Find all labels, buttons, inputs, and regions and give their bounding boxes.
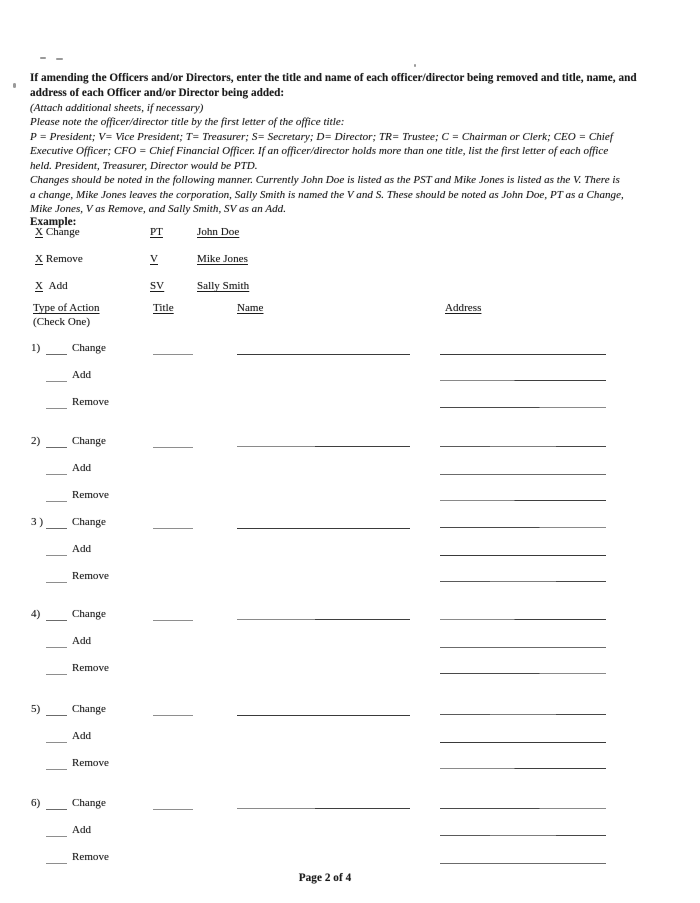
entry-row bbox=[0, 850, 700, 864]
address-input-line bbox=[440, 661, 606, 674]
entry-row bbox=[0, 542, 700, 556]
action-label: Add bbox=[72, 462, 92, 474]
example-action bbox=[35, 225, 80, 240]
name-input-line bbox=[237, 702, 410, 716]
example-action-label: Change bbox=[45, 226, 80, 238]
title-input-line bbox=[153, 607, 193, 621]
entry-row bbox=[0, 515, 700, 529]
entry-row bbox=[0, 569, 700, 583]
address-input-line bbox=[440, 823, 606, 836]
action-label: Remove bbox=[72, 757, 109, 769]
entry-row bbox=[0, 796, 700, 810]
entry-row bbox=[0, 702, 700, 716]
action-label: Remove bbox=[72, 570, 109, 582]
form-instructions-line-2: address of each Officer and/or Director being added: bbox=[30, 87, 285, 99]
example-title-code: V bbox=[150, 253, 158, 265]
entry-number: 2) bbox=[31, 435, 41, 447]
action-checkbox-line bbox=[46, 796, 67, 810]
action-checkbox-line bbox=[46, 702, 67, 716]
action-label: Remove bbox=[72, 396, 109, 408]
entry-row bbox=[0, 395, 700, 409]
example-action bbox=[35, 279, 68, 294]
scan-artifact bbox=[56, 58, 63, 60]
example-mark: X bbox=[35, 253, 43, 265]
address-input-line bbox=[440, 702, 606, 715]
example-row bbox=[0, 252, 700, 266]
action-label: Add bbox=[72, 730, 92, 742]
scan-artifact bbox=[13, 83, 16, 88]
entry-row bbox=[0, 461, 700, 475]
action-checkbox-line bbox=[46, 823, 67, 837]
action-checkbox-line bbox=[46, 756, 67, 770]
entry-row bbox=[0, 488, 700, 502]
changes-note-line-2: a change, Mike Jones leaves the corporation, Sally Smith is named the V and S. These should be noted as John Doe, PT as a Change, bbox=[30, 189, 624, 201]
action-checkbox-line bbox=[46, 634, 67, 648]
column-header-name: Name bbox=[237, 302, 264, 314]
example-row bbox=[0, 279, 700, 293]
action-label: Add bbox=[72, 369, 92, 381]
action-label: Add bbox=[72, 824, 92, 836]
action-label: Change bbox=[72, 703, 106, 715]
column-header-type-of-action: Type of Action bbox=[33, 302, 100, 314]
entry-row bbox=[0, 661, 700, 675]
form-instructions-line-1: If amending the Officers and/or Directors, enter the title and name of each officer/director being removed and title, name, and bbox=[30, 72, 637, 84]
action-checkbox-line bbox=[46, 569, 67, 583]
action-checkbox-line bbox=[46, 488, 67, 502]
example-action-label: Add bbox=[48, 280, 68, 292]
example-title-code: PT bbox=[150, 226, 163, 238]
example-name: John Doe bbox=[197, 226, 240, 238]
action-checkbox-line bbox=[46, 542, 67, 556]
action-checkbox-line bbox=[46, 461, 67, 475]
action-label: Remove bbox=[72, 662, 109, 674]
address-input-line bbox=[440, 461, 606, 475]
address-input-line bbox=[440, 607, 606, 620]
address-input-line bbox=[440, 488, 606, 501]
action-label: Change bbox=[72, 435, 106, 447]
action-checkbox-line bbox=[46, 850, 67, 864]
entry-number: 4) bbox=[31, 608, 41, 620]
entry-row bbox=[0, 823, 700, 837]
name-input-line bbox=[237, 515, 410, 529]
example-mark: X bbox=[35, 280, 43, 292]
address-input-line bbox=[440, 395, 606, 408]
column-header-check-one: (Check One) bbox=[33, 316, 91, 328]
action-checkbox-line bbox=[46, 395, 67, 409]
example-action-label: Remove bbox=[45, 253, 83, 265]
name-input-line bbox=[237, 341, 410, 355]
action-label: Change bbox=[72, 608, 106, 620]
address-input-line bbox=[440, 796, 606, 809]
page-footer: Page 2 of 4 bbox=[298, 872, 352, 884]
column-header-title: Title bbox=[153, 302, 174, 314]
name-input-line bbox=[237, 796, 410, 809]
title-key-line-3: held. President, Treasurer, Director would be PTD. bbox=[30, 160, 258, 172]
address-input-line bbox=[440, 434, 606, 447]
entry-row bbox=[0, 368, 700, 382]
title-key-line-1: P = President; V= Vice President; T= Treasurer; S= Secretary; D= Director; TR= Trustee; C = Chairman or Clerk; CEO = Chief bbox=[30, 131, 613, 143]
scan-artifact bbox=[414, 64, 416, 67]
action-checkbox-line bbox=[46, 515, 67, 529]
column-header-address: Address bbox=[445, 302, 482, 314]
title-input-line bbox=[153, 515, 193, 529]
action-checkbox-line bbox=[46, 434, 67, 448]
title-input-line bbox=[153, 796, 193, 810]
scan-artifact bbox=[40, 57, 46, 59]
action-label: Change bbox=[72, 516, 106, 528]
entry-number: 5) bbox=[31, 703, 41, 715]
title-input-line bbox=[153, 702, 193, 716]
action-checkbox-line bbox=[46, 661, 67, 675]
example-name: Sally Smith bbox=[197, 280, 250, 292]
name-input-line bbox=[237, 607, 410, 620]
example-action bbox=[35, 252, 83, 267]
example-mark: X bbox=[35, 226, 43, 238]
address-input-line bbox=[440, 368, 606, 381]
action-checkbox-line bbox=[46, 607, 67, 621]
example-title-code: SV bbox=[150, 280, 165, 292]
address-input-line bbox=[440, 756, 606, 769]
address-input-line bbox=[440, 515, 606, 528]
action-label: Remove bbox=[72, 851, 109, 863]
title-input-line bbox=[153, 341, 193, 355]
attachment-note: (Attach additional sheets, if necessary) bbox=[30, 102, 204, 114]
action-label: Change bbox=[72, 342, 106, 354]
action-checkbox-line bbox=[46, 729, 67, 743]
action-label: Change bbox=[72, 797, 106, 809]
action-checkbox-line bbox=[46, 341, 67, 355]
action-label: Add bbox=[72, 635, 92, 647]
entry-row bbox=[0, 756, 700, 770]
address-input-line bbox=[440, 542, 606, 556]
name-input-line bbox=[237, 434, 410, 447]
address-input-line bbox=[440, 850, 606, 864]
entry-row bbox=[0, 634, 700, 648]
address-input-line bbox=[440, 634, 606, 648]
address-input-line bbox=[440, 569, 606, 582]
entry-row bbox=[0, 729, 700, 743]
title-note: Please note the officer/director title by the first letter of the office title: bbox=[30, 116, 345, 128]
title-key-line-2: Executive Officer; CFO = Chief Financial Officer. If an officer/director holds more than one title, list the first letter of each office bbox=[30, 145, 609, 157]
changes-note-line-1: Changes should be noted in the following manner. Currently John Doe is listed as the PST and Mike Jones is listed as the V. There is bbox=[30, 174, 620, 186]
example-label: Example: bbox=[30, 216, 77, 228]
action-label: Remove bbox=[72, 489, 109, 501]
entry-row bbox=[0, 607, 700, 621]
example-name: Mike Jones bbox=[197, 253, 248, 265]
entry-number: 3 ) bbox=[31, 516, 44, 528]
action-label: Add bbox=[72, 543, 92, 555]
address-input-line bbox=[440, 341, 606, 355]
action-checkbox-line bbox=[46, 368, 67, 382]
title-input-line bbox=[153, 434, 193, 448]
entry-number: 6) bbox=[31, 797, 41, 809]
example-row bbox=[0, 225, 700, 239]
changes-note-line-3: Mike Jones, V as Remove, and Sally Smith, SV as an Add. bbox=[30, 203, 287, 215]
entry-row bbox=[0, 434, 700, 448]
entry-number: 1) bbox=[31, 342, 41, 354]
address-input-line bbox=[440, 729, 606, 743]
entry-row bbox=[0, 341, 700, 355]
